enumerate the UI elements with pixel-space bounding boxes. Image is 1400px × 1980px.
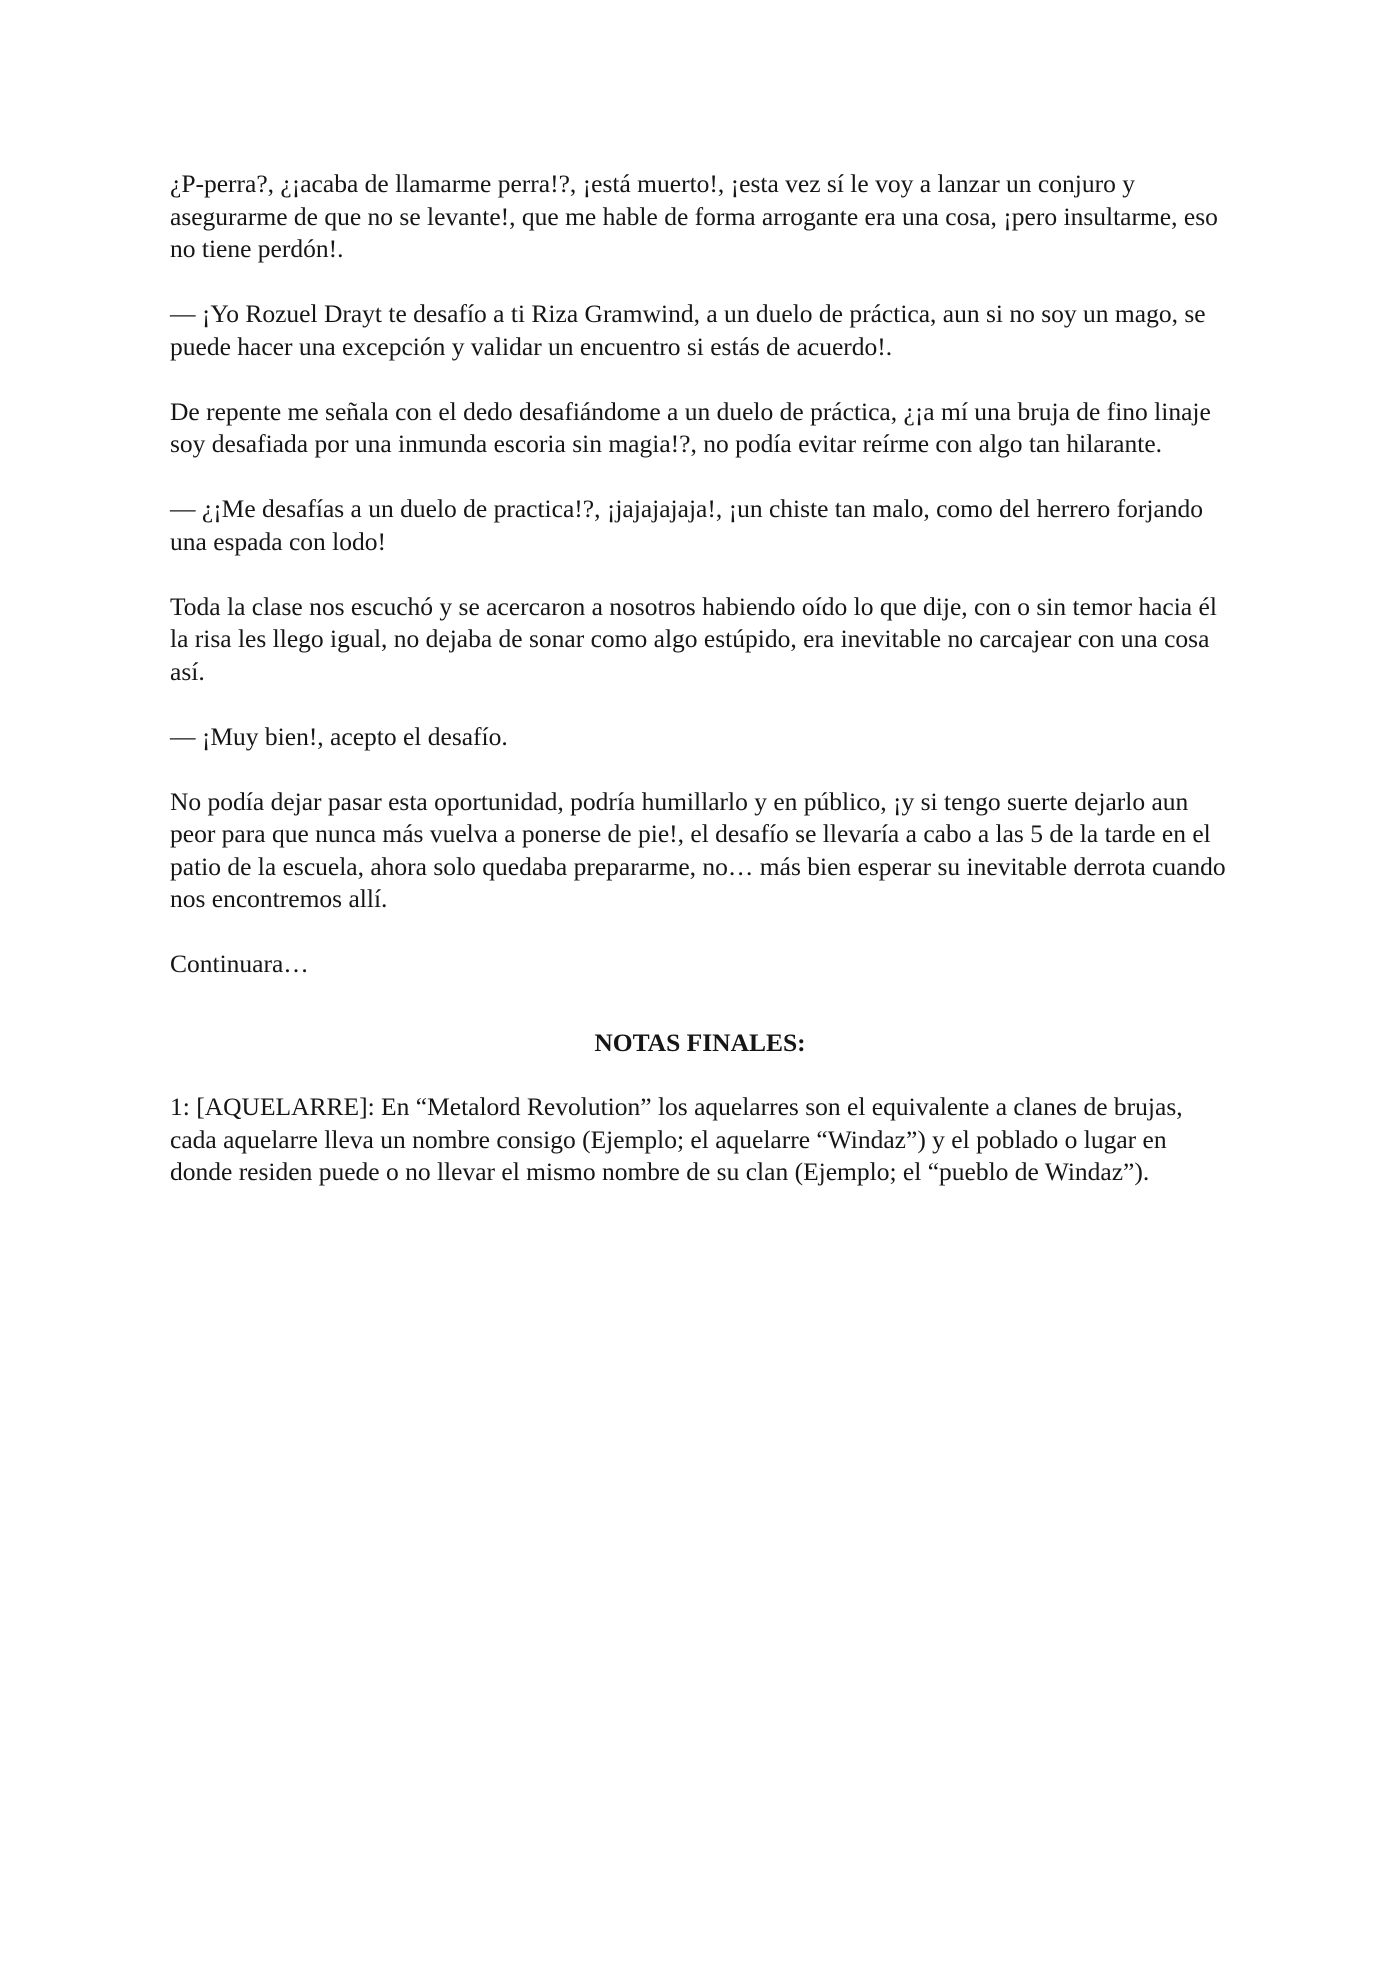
paragraph-laughing-reply: — ¿¡Me desafías a un duelo de practica!?, ¡jajajajaja!, ¡un chiste tan malo, como del herrero forjando una espada con lodo! [170,494,1203,556]
document-body [170,168,1230,1221]
paragraph-insult-reaction: ¿P-perra?, ¿¡acaba de llamarme perra!?, ¡está muerto!, ¡esta vez sí le voy a lanzar un conjuro y asegurarme de que no se levante!, que me hable de forma arrogante era una cosa, ¡pero insultarme, eso no tiene perdón!. [170,169,1218,263]
paragraph-class-reaction: Toda la clase nos escuchó y se acercaron a nosotros habiendo oído lo que dije, con o sin temor hacia él la risa les llego igual, no dejaba de sonar como algo estúpido, era inevitable no carcajear con una cosa así. [170,591,1217,686]
paragraph-duel-challenge: — ¡Yo Rozuel Drayt te desafío a ti Riza Gramwind, a un duelo de práctica, aun si no soy un mago, se puede hacer una excepción y validar un encuentro si estás de acuerdo!. [170,299,1206,361]
paragraph-continuation: Continuara… [170,949,309,978]
paragraph-challenge-narration: De repente me señala con el dedo desafiándome a un duelo de práctica, ¿¡a mí una bruja de fino linaje soy desafiada por una inmunda escoria sin magia!?, no podía evitar reírme con algo tan hilarante. [170,396,1211,458]
notes-heading: NOTAS FINALES: [594,1027,806,1057]
note-item-aquelarre: 1: [AQUELARRE]: En “Metalord Revolution” los aquelarres son el equivalente a clanes de brujas, cada aquelarre lleva un nombre consigo (Ejemplo; el aquelarre “Windaz”) y el poblado o lugar en donde residen puede o no llevar el mismo nombre de su clan (Ejemplo; el “pueblo de Windaz”). [170,1092,1183,1186]
paragraph-accept-challenge: — ¡Muy bien!, acepto el desafío. [170,721,508,751]
paragraph-duel-plan: No podía dejar pasar esta oportunidad, podría humillarlo y en público, ¡y si tengo suerte dejarlo aun peor para que nunca más vuelva a ponerse de pie!, el desafío se llevaría a cabo a las 5 de la tarde en el patio de la escuela, ahora solo quedaba prepararme, no… más bien esperar su inevitable derrota cuando nos encontremos allí. [170,786,1226,913]
